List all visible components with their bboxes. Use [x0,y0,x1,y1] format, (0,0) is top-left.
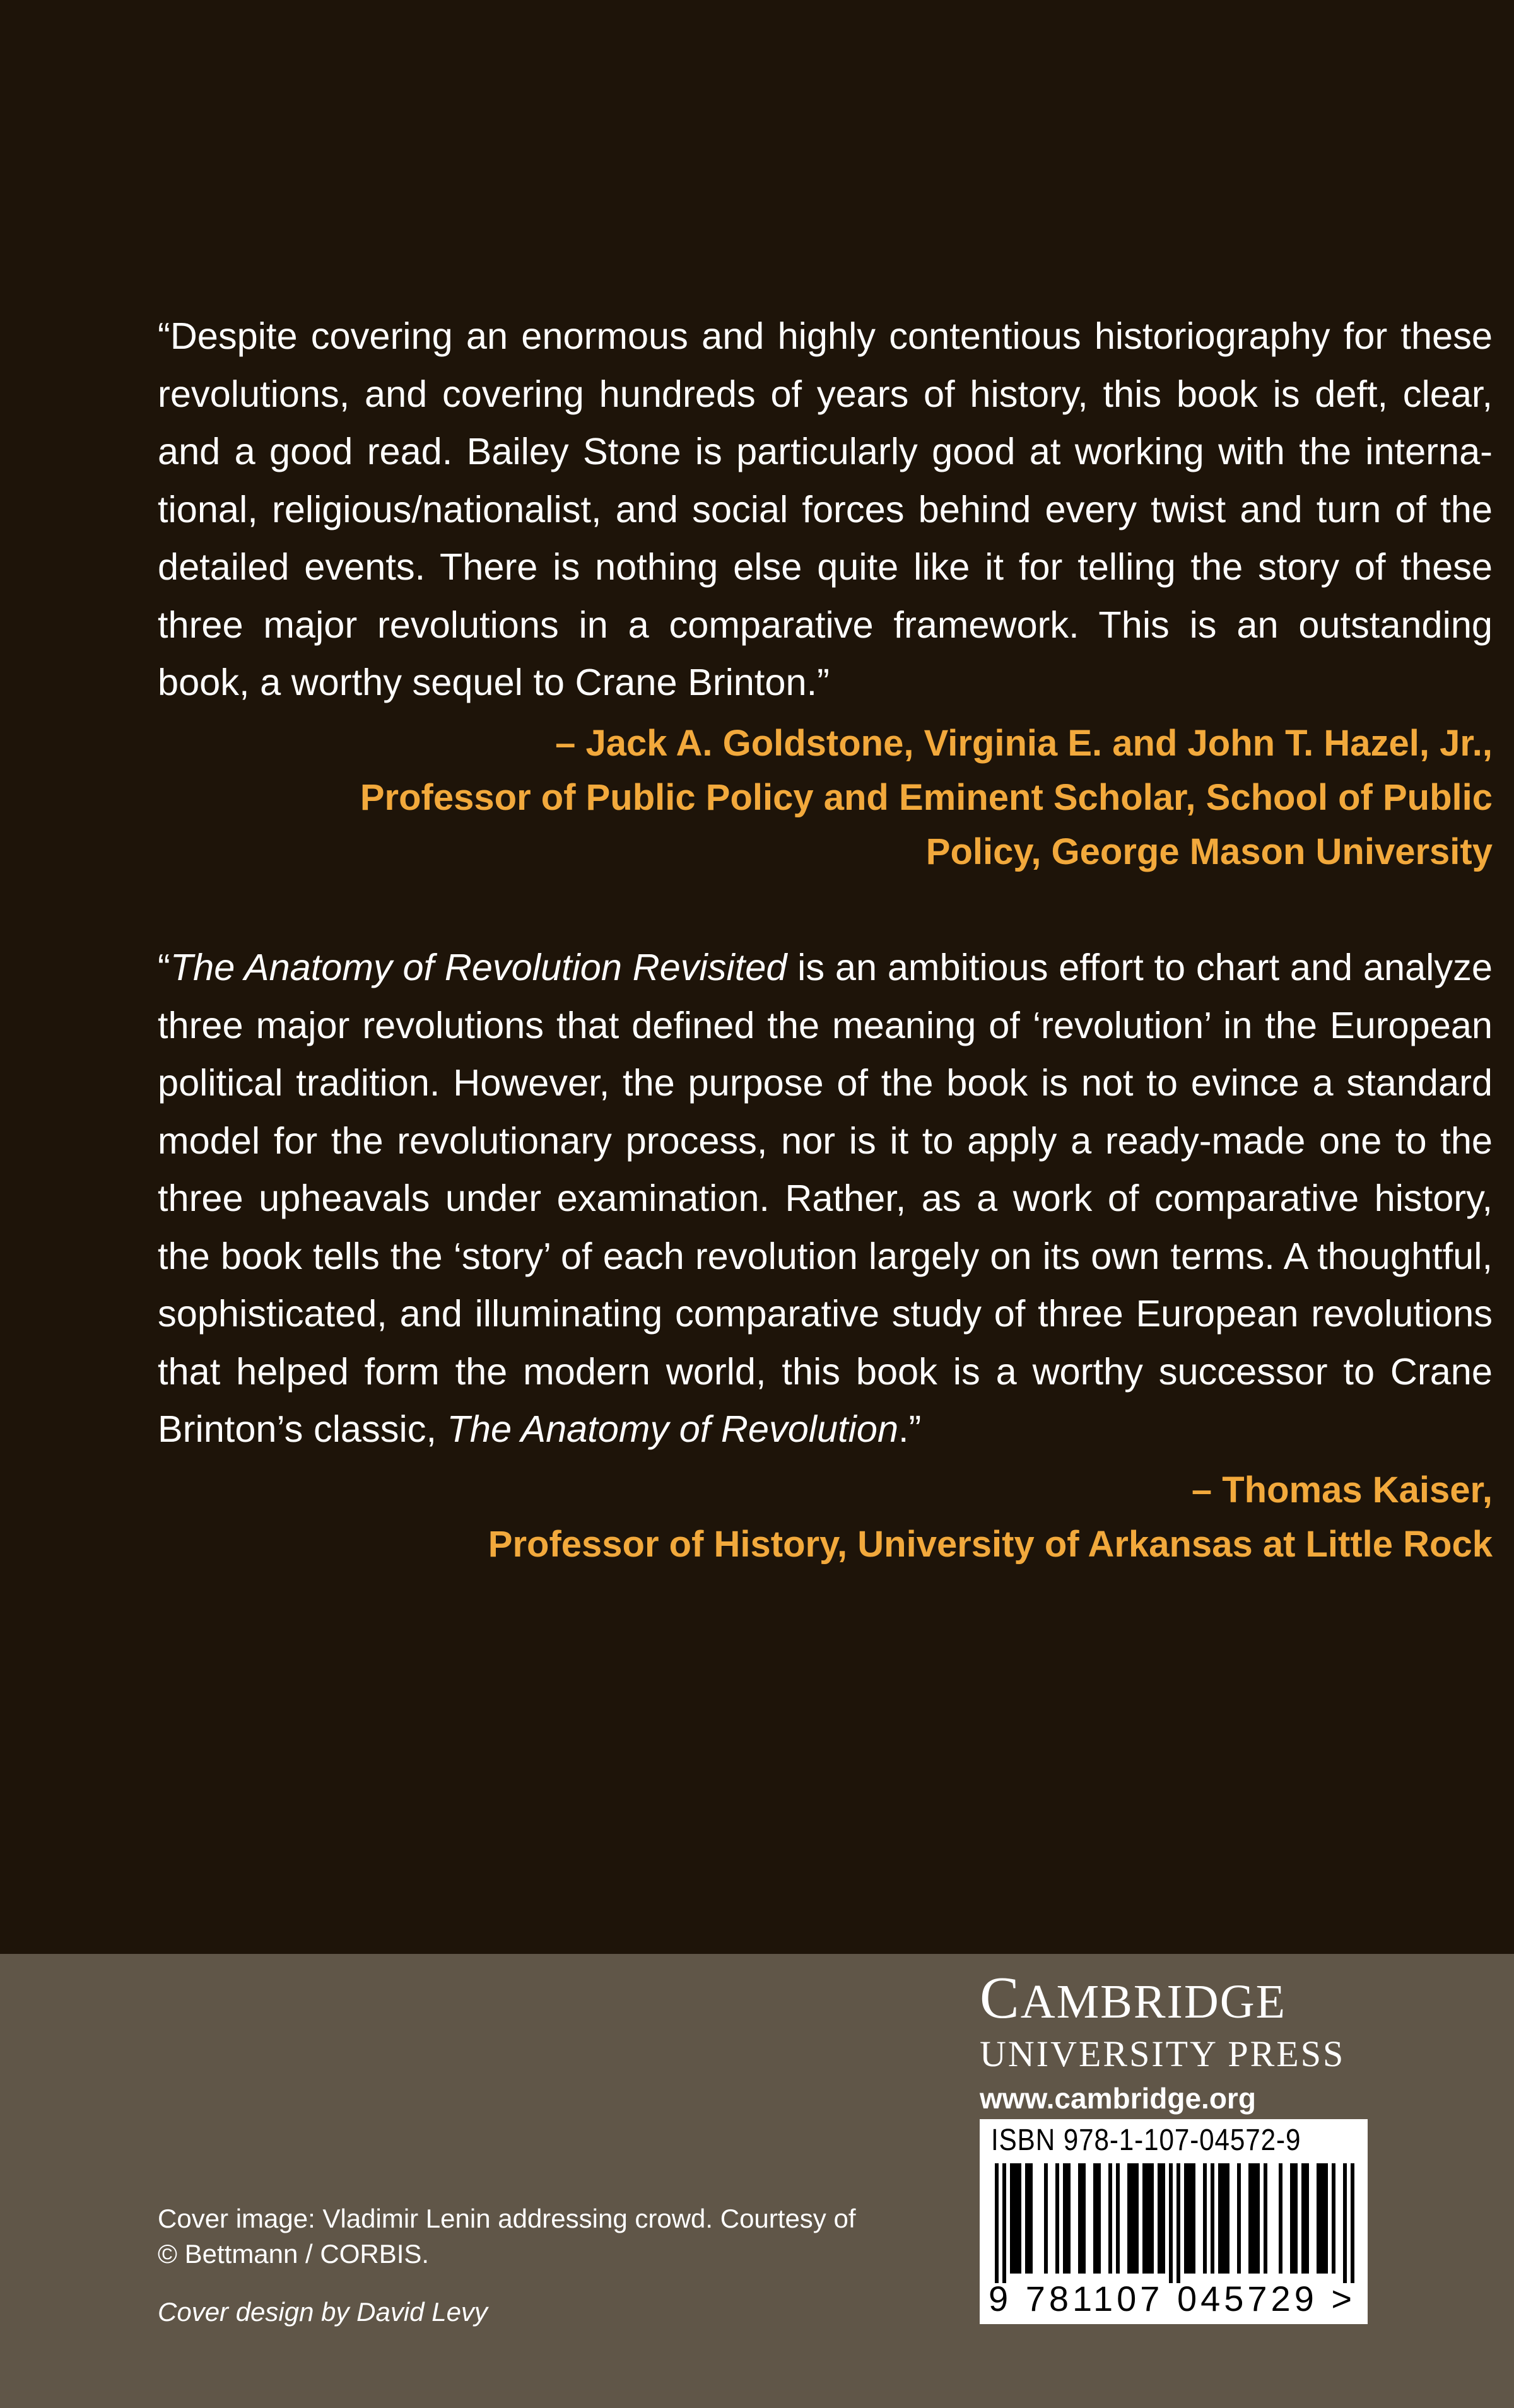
barcode-bar [1203,2163,1207,2274]
publisher-press: UNIVERSITY PRESS [980,2033,1346,2074]
barcode-bar [1177,2163,1180,2283]
attribution-line: Policy, George Mason University [925,831,1493,872]
publisher-url: www.cambridge.org [980,2082,1256,2115]
barcode-bar [1317,2163,1320,2274]
quote-block-kaiser [158,938,1493,1572]
barcode-bar [1192,2163,1195,2274]
barcode-bar [1252,2163,1256,2274]
barcode-bar [1256,2163,1260,2274]
barcode-bar [1078,2163,1082,2274]
barcode-bar [1279,2163,1282,2274]
barcode-bar [1108,2163,1112,2274]
barcode-bar [1044,2163,1048,2274]
cover-design-credit: Cover design by David Levy [158,2297,488,2327]
barcode-bar [1146,2163,1150,2274]
barcode-bar [1142,2163,1146,2274]
barcode-bar [1093,2163,1097,2274]
cover-image-credit-line: © Bettmann / CORBIS. [158,2239,430,2269]
attribution-line: Professor of Public Policy and Eminent Scholar, School of Public [360,776,1493,818]
barcode-bar [1320,2163,1324,2274]
cover-image-credit-line: Cover image: Vladimir Lenin addressing crowd. Courtesy of [158,2204,856,2233]
barcode-bar [1343,2163,1347,2283]
barcode-bar [1161,2163,1165,2274]
quote-text-run: .” [898,1408,922,1450]
barcode-bar [1332,2163,1335,2274]
barcode-bar [1067,2163,1071,2274]
barcode-bar [1305,2163,1309,2274]
barcode-bar [1131,2163,1135,2274]
barcode-bar [1218,2163,1222,2274]
quote-text-italic: The Anatomy of Revolution [447,1408,899,1450]
publisher-name [980,1967,1345,2033]
quote-text-run: “ [158,946,170,988]
quote-text [158,307,1493,711]
barcode-bar [1055,2163,1059,2274]
quote-text-run: “Despite covering an enormous and highly contentious historiography for these revolutions, and covering hundreds of years of history, this book is deft, clear, and a good read. Bailey Stone is particularly good at working with the interna-tional, religious/nationalist, and social forces behind every twist and turn of the detailed events. There is nothing else quite like it for telling the story of these three major revolutions in a comparative framework. This is an outstanding book, a worthy sequel to Crane Brinton.” [158,315,1493,703]
barcode-bar [1135,2163,1139,2274]
quote-text-italic: The Anatomy of Revolution Revisited [170,946,787,988]
attribution-line: Professor of History, University of Arkansas at Little Rock [488,1523,1493,1565]
barcode-bar [1324,2163,1328,2274]
barcode-bar [1351,2163,1354,2283]
barcode-bar [1222,2163,1226,2274]
barcode-bar [1002,2163,1006,2283]
barcode-bar [1264,2163,1267,2274]
quote-attribution [158,716,1493,879]
barcode-bar [1116,2163,1120,2274]
barcode-bar [1211,2163,1214,2274]
barcode-bar [1169,2163,1173,2283]
publisher-name-initial: C [980,1965,1021,2031]
quote-block-goldstone [158,307,1493,879]
barcode-bar [1063,2163,1067,2274]
attribution-line: – Thomas Kaiser, [1191,1469,1493,1511]
barcode-bar [1010,2163,1014,2274]
barcode-bar [1184,2163,1188,2274]
barcode-bar [1127,2163,1131,2274]
cover-image-credit [158,2201,856,2272]
isbn-barcode [980,2119,1368,2324]
quote-text [158,938,1493,1458]
barcode-bar [1018,2163,1021,2274]
barcode-bar [1014,2163,1018,2274]
barcode-bar [1294,2163,1298,2274]
barcode-bar [1248,2163,1252,2274]
publisher-name-rest: AMBRIDGE [1020,1975,1287,2028]
barcode-bars [995,2163,1354,2283]
barcode-bar [1301,2163,1305,2274]
barcode-bar [1082,2163,1086,2274]
barcode-bar [1237,2163,1241,2274]
attribution-line: – Jack A. Goldstone, Virginia E. and John T. Hazel, Jr., [555,722,1493,764]
quote-attribution [158,1463,1493,1572]
barcode-bar [1029,2163,1033,2274]
barcode-bar [1097,2163,1101,2274]
ean-digits: 9 781107 045729 > [989,2279,1356,2318]
publisher-logo [980,1967,1345,2119]
barcode-bar [995,2163,999,2283]
barcode-bar [1158,2163,1161,2274]
isbn-label: ISBN 978-1-107-04572-9 [991,2124,1301,2157]
barcode-bar [1290,2163,1294,2274]
barcode-bar [1226,2163,1229,2274]
barcode-bar [1025,2163,1029,2274]
barcode-bar [1188,2163,1192,2274]
quote-text-run: is an ambitious effort to chart and analyze three major revolutions that defined the meaning of ‘revolution’ in the European political tradition. However, the purpose of the book is not to evince a standard model for the revolutionary process, nor is it to apply a ready-made one to the three upheavals under examination. Rather, as a work of comparative history, the book tells the ‘story’ of each revolution largely on its own terms. A thoughtful, sophisticated, and illuminating comparative study of three European revolutions that helped form the modern world, this book is a worthy successor to Crane Brinton’s classic, [158,946,1493,1450]
barcode-bar [1150,2163,1154,2274]
